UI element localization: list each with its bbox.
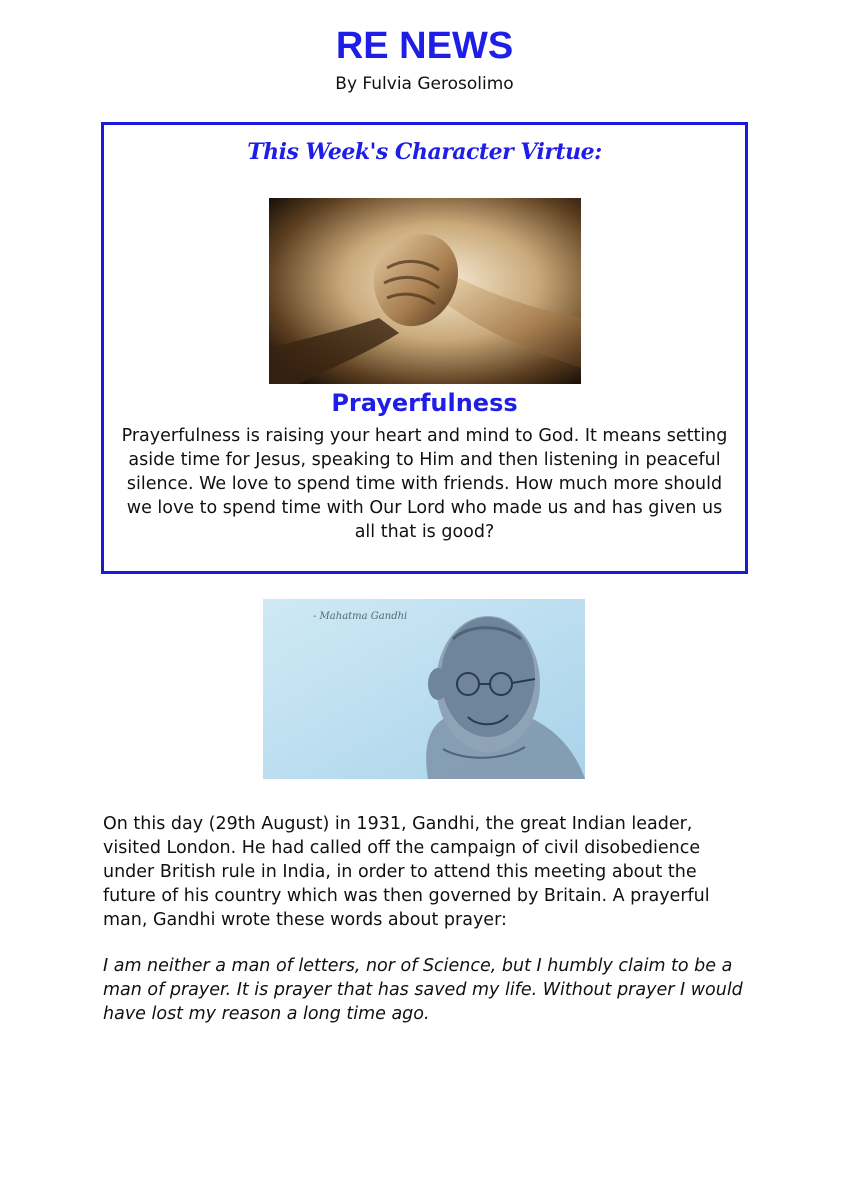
virtue-description: Prayerfulness is raising your heart and mind to God. It means setting aside time for Jesus, speaking to Him and then listening in peaceful silence. We love to spend time with friends. How much more should we love to spend time with Our Lord who made us and has given us all that is good?	[121, 426, 728, 542]
virtue-heading: This Week's Character Virtue:	[247, 139, 602, 165]
gandhi-quote: I am neither a man of letters, nor of Science, but I humbly claim to be a man of prayer. It is prayer that has saved my life. Without prayer I would have lost my reason a long time ago.	[103, 956, 743, 1024]
masthead	[0, 24, 849, 94]
gandhi-caption: - Mahatma Gandhi	[313, 611, 408, 622]
gandhi-portrait-photo	[263, 599, 585, 779]
gandhi-article	[103, 812, 743, 1026]
newsletter-title: RE NEWS	[335, 25, 514, 67]
byline: By Fulvia Gerosolimo	[335, 74, 514, 94]
article-paragraph: On this day (29th August) in 1931, Gandhi, the great Indian leader, visited London. He had called off the campaign of civil disobedience under British rule in India, in order to attend this meeting about the future of his country which was then governed by Britain. A prayerful man, Gandhi wrote these words about prayer:	[103, 814, 710, 930]
praying-hands-photo	[269, 198, 581, 384]
character-virtue-box	[101, 122, 748, 574]
virtue-name: Prayerfulness	[331, 389, 518, 417]
